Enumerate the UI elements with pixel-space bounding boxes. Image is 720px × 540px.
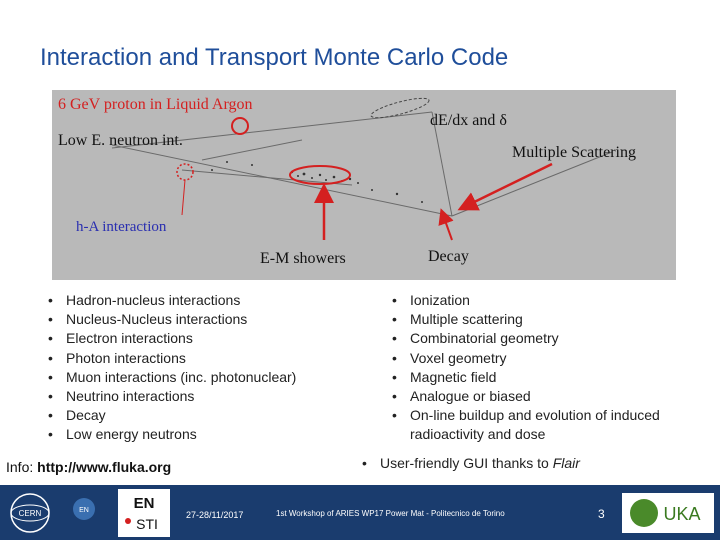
list-item: • Neutrino interactions: [48, 387, 368, 406]
en-logo-icon: [68, 493, 108, 533]
fluka-url-link[interactable]: http://www.fluka.org: [37, 459, 172, 475]
physics-list: [48, 291, 368, 445]
svg-text:EN: EN: [79, 507, 89, 514]
cern-logo-icon: [8, 491, 52, 535]
list-item: • Photon interactions: [48, 349, 368, 368]
gui-text: User-friendly GUI thanks to: [380, 455, 553, 471]
decay-label: Decay: [428, 248, 469, 265]
event-display-figure: [52, 90, 676, 280]
bullet-dot: •: [362, 455, 367, 471]
ha-interaction-label: h-A interaction: [76, 219, 167, 235]
list-item: • Combinatorial geometry: [392, 329, 662, 348]
list-item: • Ionization: [392, 291, 662, 310]
transport-list: [392, 291, 662, 445]
svg-text:UKA: UKA: [663, 504, 701, 524]
list-item: • Voxel geometry: [392, 349, 662, 368]
flair-name: Flair: [552, 455, 580, 471]
info-prefix: Info:: [6, 459, 38, 475]
list-item: • Hadron-nucleus interactions: [48, 291, 368, 310]
list-item: • Muon interactions (inc. photonuclear): [48, 368, 368, 387]
fluka-logo-icon: [622, 493, 714, 533]
info-line: [6, 459, 171, 475]
svg-text:STI: STI: [136, 516, 158, 532]
svg-text:EN: EN: [133, 495, 155, 512]
dedx-label: dE/dx and δ: [430, 112, 507, 129]
list-item: • Nucleus-Nucleus interactions: [48, 310, 368, 329]
footer-date: 27-28/11/2017: [186, 510, 244, 520]
gui-bullet: [362, 455, 580, 471]
list-item: • Multiple scattering: [392, 310, 662, 329]
en-sti-logo-icon: [118, 489, 170, 537]
list-item: • Magnetic field: [392, 368, 662, 387]
em-showers-label: E-M showers: [260, 250, 346, 267]
list-item: • Low energy neutrons: [48, 425, 368, 444]
list-item: • Electron interactions: [48, 329, 368, 348]
low-e-neutron-label: Low E. neutron int.: [58, 132, 183, 149]
multiple-scattering-label: Multiple Scattering: [512, 144, 636, 161]
figure-background: [52, 90, 676, 280]
footer-bar: [0, 485, 720, 540]
proton-caption: 6 GeV proton in Liquid Argon: [58, 96, 253, 113]
slide-title: Interaction and Transport Monte Carlo Code: [40, 44, 509, 71]
svg-text:CERN: CERN: [18, 509, 42, 518]
footer-workshop: 1st Workshop of ARIES WP17 Power Mat - Politecnico de Torino: [276, 509, 505, 518]
page-number: 3: [598, 507, 605, 521]
list-item: • On-line buildup and evolution of induced radioactivity and dose: [392, 406, 662, 444]
list-item: • Analogue or biased: [392, 387, 662, 406]
list-item: • Decay: [48, 406, 368, 425]
